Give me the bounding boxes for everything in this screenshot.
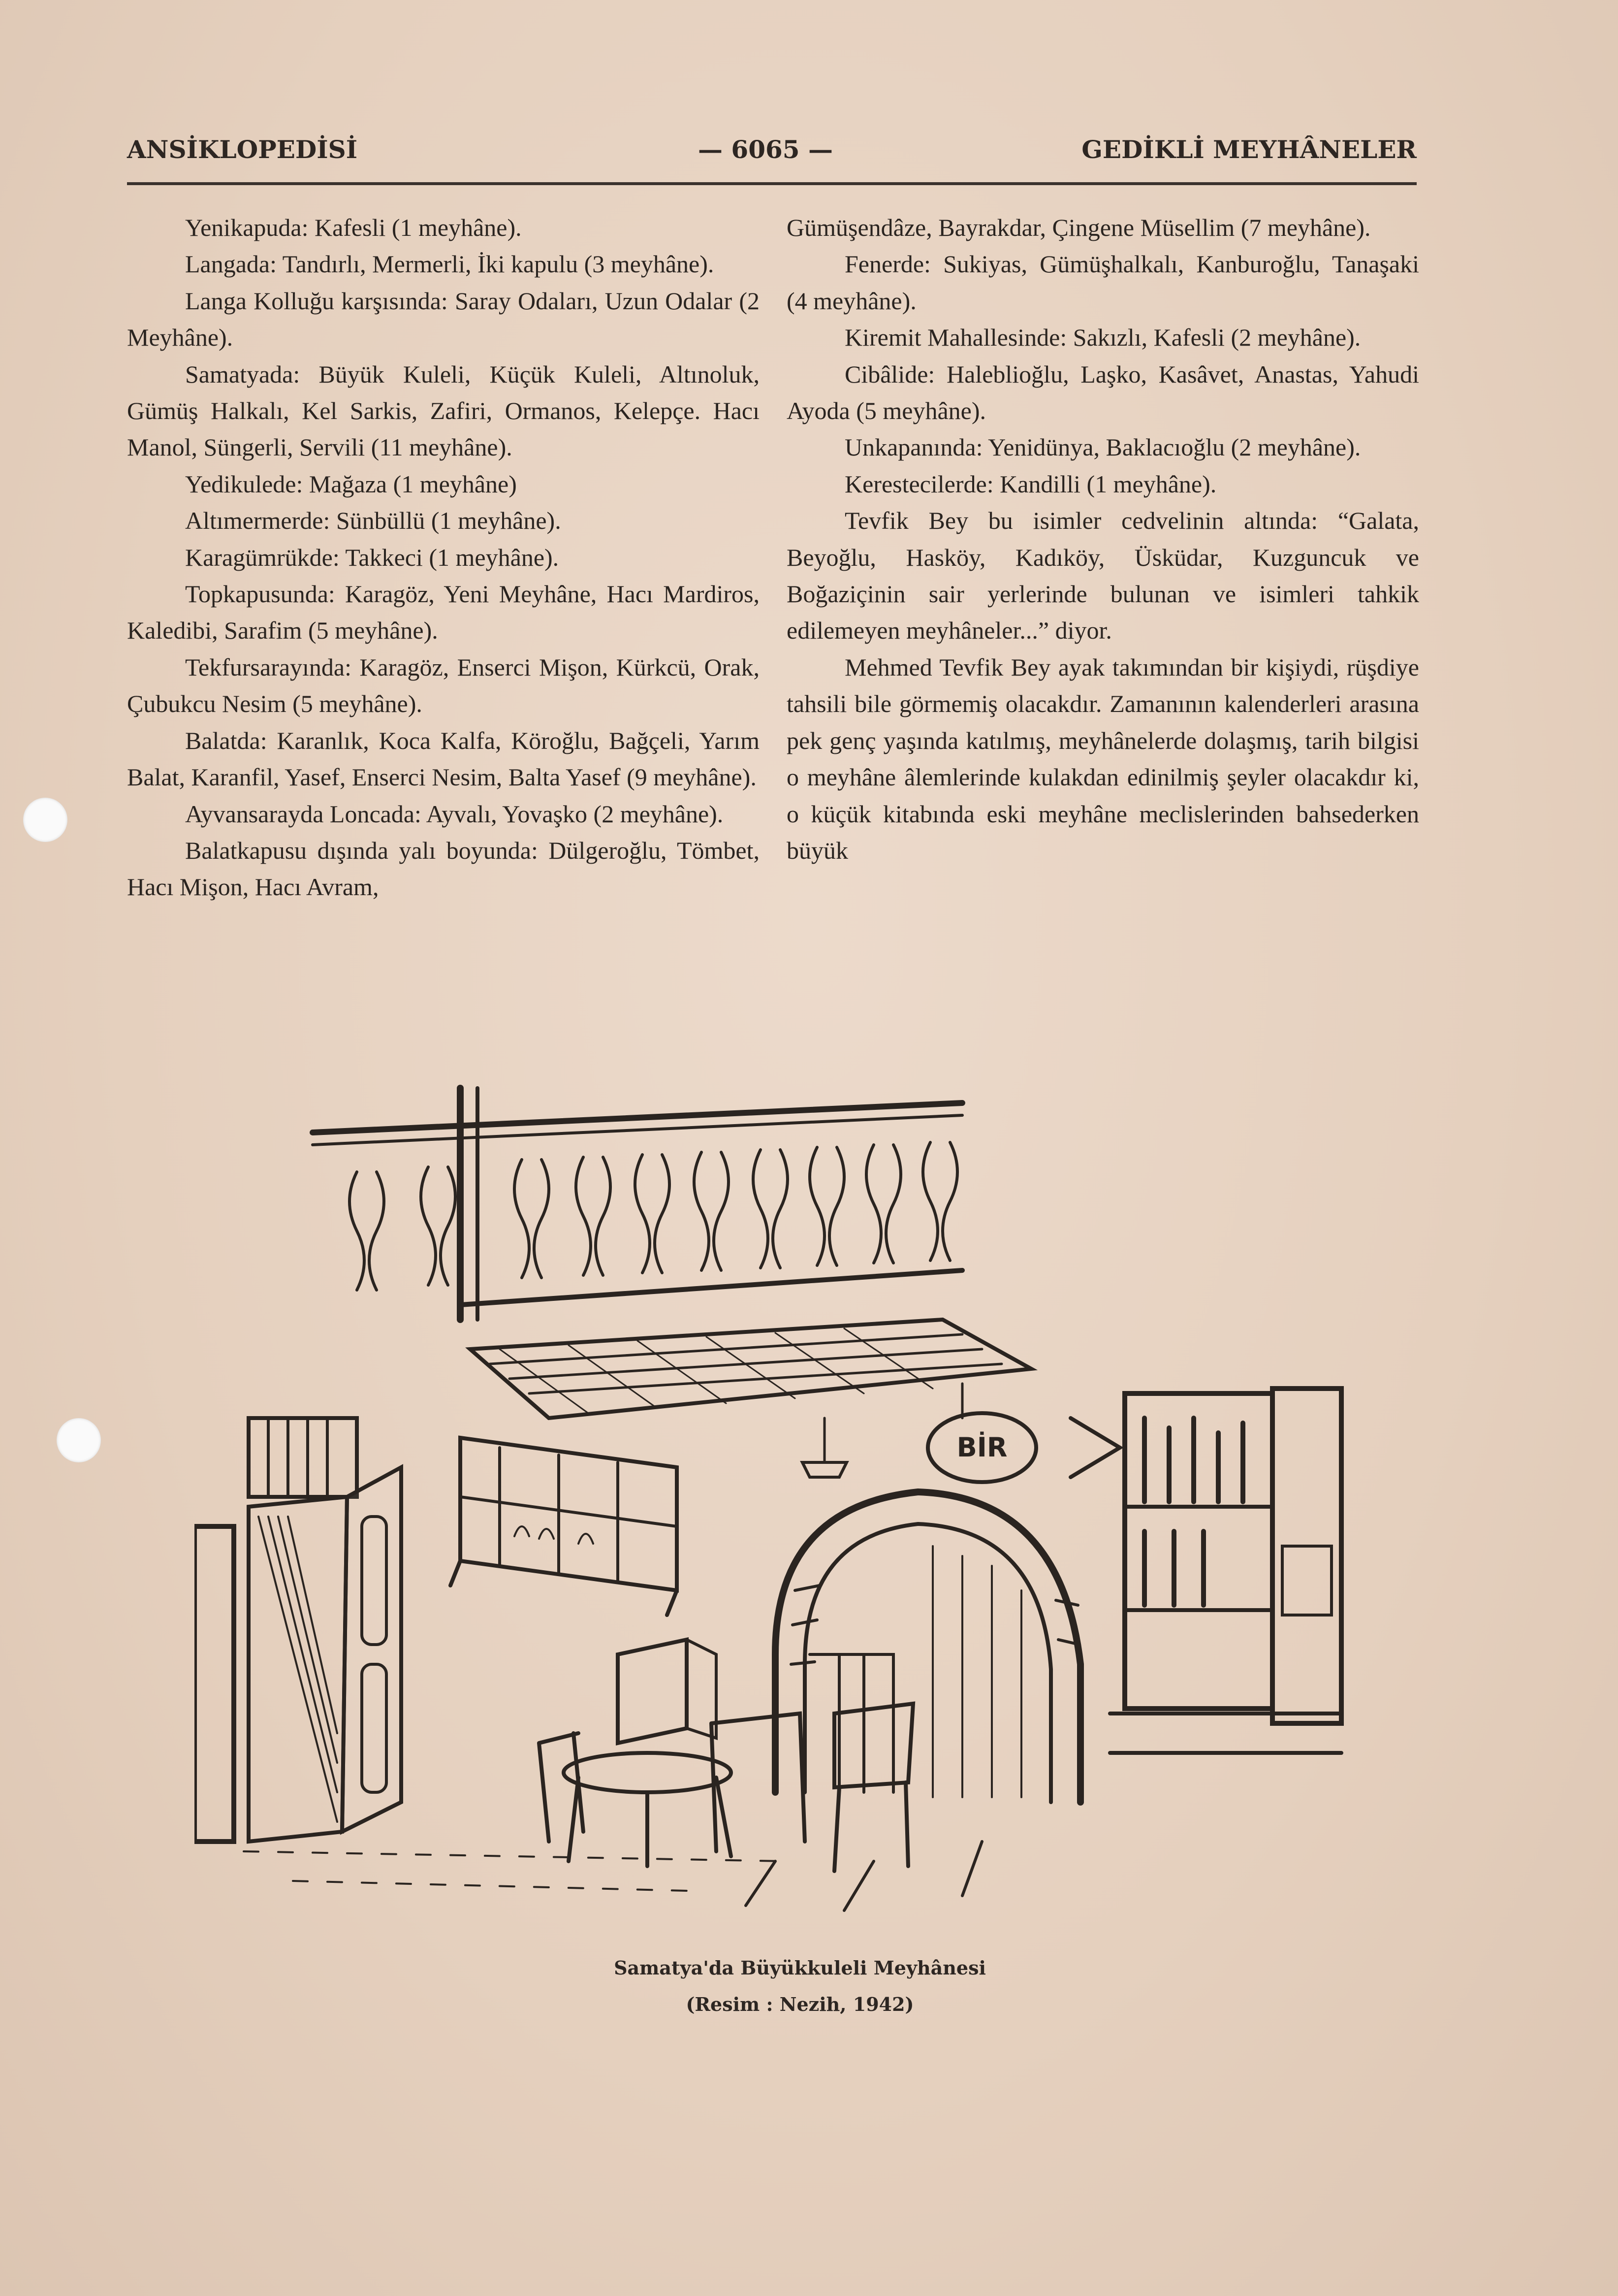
right-column — [787, 209, 1419, 869]
paragraph: Altımermerde: Sünbüllü (1 meyhâne). — [185, 507, 561, 535]
page-number: — 6065 — — [698, 135, 833, 164]
illustration-caption — [492, 1950, 1108, 2023]
paragraph: Balatkapusu dışında yalı boyunda: Dülgeroğlu, Tömbet, Hacı Mişon, Hacı Avram, — [127, 836, 760, 901]
header-right: GEDİKLİ MEYHÂNELER — [1081, 135, 1417, 164]
paragraph: Kerestecilerde: Kandilli (1 meyhâne). — [845, 470, 1217, 498]
paragraph: Langa Kolluğu karşısında: Saray Odaları, Uzun Odalar (2 Meyhâne). — [127, 287, 760, 352]
paragraph: Karagümrükde: Takkeci (1 meyhâne). — [185, 543, 559, 571]
right-shelves — [1110, 1389, 1341, 1753]
paragraph: Langada: Tandırlı, Mermerli, İki kapulu (3 meyhâne). — [185, 250, 714, 278]
caption-title: Samatya'da Büyükkuleli Meyhânesi — [614, 1957, 986, 1979]
tavern-illustration — [194, 1073, 1346, 1940]
paragraph: Ayvansarayda Loncada: Ayvalı, Yovaşko (2 meyhâne). — [185, 800, 724, 828]
paragraph: Kiremit Mahallesinde: Sakızlı, Kafesli (2 meyhâne). — [845, 323, 1361, 352]
running-header — [127, 132, 1417, 171]
paragraph: Balatda: Karanlık, Koca Kalfa, Köroğlu, Bağçeli, Yarım Balat, Karanfil, Yasef, Enserci Nesim, Balta Yasef (9 meyhâne). — [127, 726, 760, 791]
paragraph: Unkapanında: Yenidünya, Baklacıoğlu (2 meyhâne). — [845, 433, 1361, 461]
floor-lines — [244, 1842, 982, 1910]
header-left: ANSİKLOPEDİSİ — [127, 135, 358, 164]
paragraph: Tevfik Bey bu isimler cedvelinin altında: “Galata, Beyoğlu, Hasköy, Kadıköy, Üsküdar, Kuzguncuk ve Boğaziçinin sair yerlerinde bulunan ve isimleri tahkik edilemeyen meyhâneler...” diyor. — [787, 507, 1419, 645]
cupboard — [450, 1438, 677, 1615]
punch-hole-upper — [23, 798, 67, 842]
caption-credit: (Resim : Nezih, 1942) — [686, 1993, 914, 2015]
left-window — [249, 1418, 357, 1497]
paragraph: Topkapusunda: Karagöz, Yeni Meyhâne, Hacı Mardiros, Kaledibi, Sarafim (5 meyhâne). — [127, 580, 760, 645]
balustrade — [313, 1088, 962, 1320]
paragraph: Samatyada: Büyük Kuleli, Küçük Kuleli, Altınoluk, Gümüş Halkalı, Kel Sarkis, Zafiri, Ormanos, Kelepçe. Hacı Manol, Süngerli, Servili (11 meyhâne). — [127, 360, 760, 461]
header-rule — [127, 182, 1417, 185]
left-door — [194, 1467, 401, 1842]
sign-text: BİR — [956, 1432, 1008, 1463]
paragraph-continuation: Gümüşendâze, Bayrakdar, Çingene Müsellim (7 meyhâne). — [787, 214, 1371, 241]
paragraph: Yenikapuda: Kafesli (1 meyhâne). — [185, 214, 522, 241]
arch — [775, 1492, 1080, 1802]
left-column — [127, 209, 760, 905]
paragraph: Mehmed Tevfik Bey ayak takımından bir kişiydi, rüşdiye tahsili bile görmemiş olacakdır. Zamanının kalenderleri arasına pek genç yaşında katılmış, meyhânelerde dolaşmış, tarih bilgisi o meyhâne âlemlerinde kulakdan edinilmiş şeyler olacakdır ki, o küçük kitabında eski meyhâne meclislerinden bahsederken büyük — [787, 653, 1419, 864]
punch-hole-lower — [57, 1418, 101, 1462]
paragraph: Fenerde: Sukiyas, Gümüşhalkalı, Kanburoğlu, Tanaşaki (4 meyhâne). — [787, 250, 1419, 315]
tables-and-chairs — [539, 1640, 913, 1871]
paragraph: Yedikulede: Mağaza (1 meyhâne) — [185, 470, 517, 498]
paragraph: Tekfursarayında: Karagöz, Enserci Mişon, Kürkcü, Orak, Çubukcu Nesim (5 meyhâne). — [127, 653, 760, 718]
awning — [470, 1320, 1031, 1418]
paragraph: Cibâlide: Haleblioğlu, Laşko, Kasâvet, Anastas, Yahudi Ayoda (5 meyhâne). — [787, 360, 1419, 425]
